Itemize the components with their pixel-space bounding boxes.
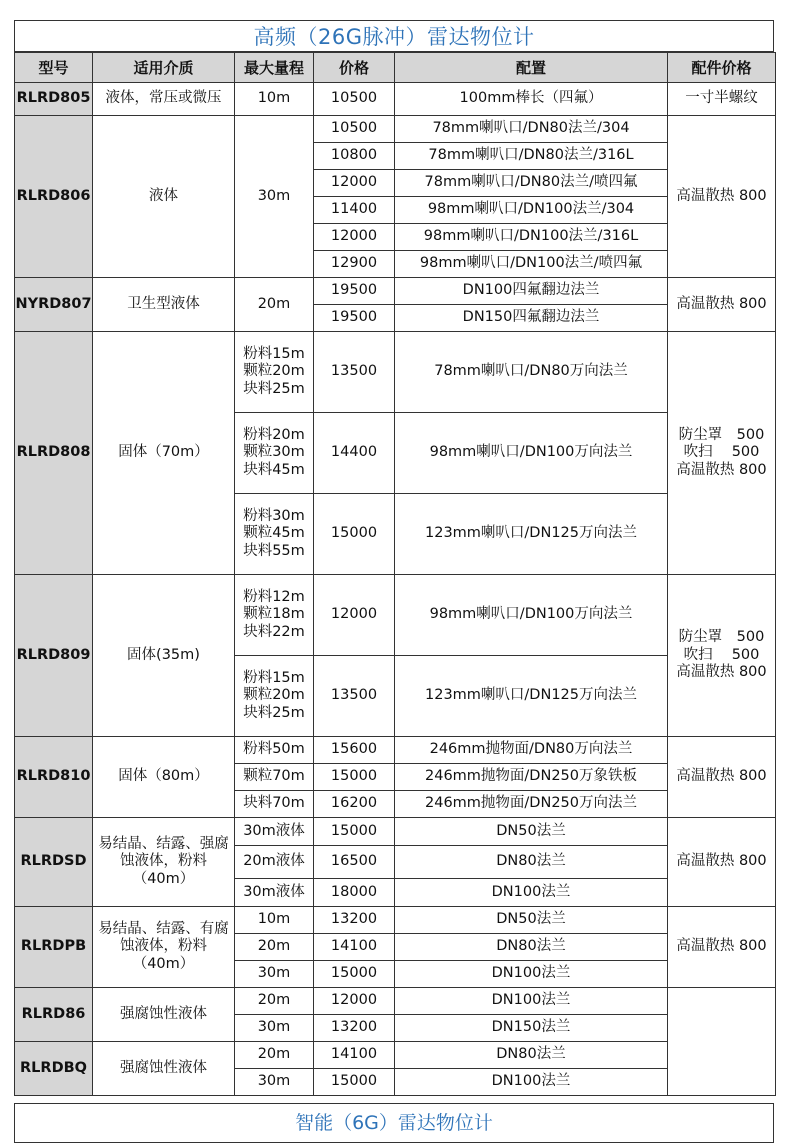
range-line: 块料45m — [243, 461, 305, 478]
range-cell: 20m — [235, 1042, 314, 1069]
range-cell: 10m — [235, 907, 314, 934]
model-cell: RLRD86 — [15, 988, 93, 1042]
config-cell: 123mm喇叭口/DN125万向法兰 — [395, 656, 668, 737]
header-model: 型号 — [15, 53, 93, 83]
next-table-title: 智能（6G）雷达物位计 — [295, 1112, 493, 1134]
medium-cell: 固体（80m） — [93, 737, 235, 818]
model-cell: RLRD808 — [15, 332, 93, 575]
range-cell: 20m — [235, 934, 314, 961]
model-cell: RLRDPB — [15, 907, 93, 988]
price-cell: 15000 — [314, 764, 395, 791]
price-cell: 14400 — [314, 413, 395, 494]
accessory-line: 吹扫 500 — [683, 646, 760, 663]
range-line: 颗粒30m — [243, 444, 305, 461]
range-line: 粉料20m — [243, 426, 305, 443]
range-cell: 30m — [235, 1015, 314, 1042]
accessory-cell — [668, 988, 776, 1096]
price-cell: 15600 — [314, 737, 395, 764]
table-row — [15, 818, 776, 846]
price-cell: 18000 — [314, 879, 395, 907]
range-line: 颗粒45m — [243, 525, 305, 542]
config-cell: 123mm喇叭口/DN125万向法兰 — [395, 494, 668, 575]
table-row — [15, 1042, 776, 1069]
range-cell — [235, 575, 314, 656]
range-line: 粉料15m — [243, 345, 305, 362]
medium-cell: 易结晶、结露、强腐蚀液体，粉料（40m） — [93, 818, 235, 907]
price-cell: 14100 — [314, 1042, 395, 1069]
header-price: 价格 — [314, 53, 395, 83]
price-cell: 15000 — [314, 494, 395, 575]
price-cell: 12000 — [314, 170, 395, 197]
range-cell — [235, 413, 314, 494]
accessory-cell: 高温散热 800 — [668, 278, 776, 332]
config-cell: 98mm喇叭口/DN100法兰/304 — [395, 197, 668, 224]
accessory-cell: 高温散热 800 — [668, 116, 776, 278]
price-cell: 15000 — [314, 961, 395, 988]
accessory-line: 吹扫 500 — [683, 444, 760, 461]
model-cell: RLRDBQ — [15, 1042, 93, 1096]
range-cell: 30m — [235, 116, 314, 278]
header-accessory: 配件价格 — [668, 53, 776, 83]
price-cell: 12000 — [314, 988, 395, 1015]
price-cell: 13500 — [314, 656, 395, 737]
price-cell: 14100 — [314, 934, 395, 961]
price-table — [14, 52, 776, 1096]
config-cell: DN100法兰 — [395, 961, 668, 988]
config-cell: 78mm喇叭口/DN80法兰/304 — [395, 116, 668, 143]
range-line: 块料25m — [243, 704, 305, 721]
config-cell: 98mm喇叭口/DN100万向法兰 — [395, 413, 668, 494]
model-cell: RLRDSD — [15, 818, 93, 907]
config-cell: DN100法兰 — [395, 1069, 668, 1096]
config-cell: DN100法兰 — [395, 988, 668, 1015]
medium-cell: 液体 — [93, 116, 235, 278]
accessory-line: 高温散热 800 — [676, 461, 767, 478]
config-cell: 246mm抛物面/DN80万向法兰 — [395, 737, 668, 764]
price-cell: 19500 — [314, 305, 395, 332]
price-cell: 12000 — [314, 224, 395, 251]
next-table-title-box — [14, 1103, 774, 1143]
accessory-line: 防尘罩 500 — [678, 629, 765, 646]
accessory-line: 防尘罩 500 — [678, 426, 765, 443]
accessory-cell — [668, 575, 776, 737]
table-title: 高频（26G脉冲）雷达物位计 — [253, 25, 535, 49]
config-cell: 78mm喇叭口/DN80法兰/316L — [395, 143, 668, 170]
config-cell: 98mm喇叭口/DN100法兰/316L — [395, 224, 668, 251]
price-cell: 19500 — [314, 278, 395, 305]
medium-cell: 固体（70m） — [93, 332, 235, 575]
config-cell: 78mm喇叭口/DN80万向法兰 — [395, 332, 668, 413]
price-cell: 12900 — [314, 251, 395, 278]
range-cell: 30m — [235, 961, 314, 988]
table-row — [15, 575, 776, 656]
header-medium: 适用介质 — [93, 53, 235, 83]
accessory-cell — [668, 332, 776, 575]
config-cell: 100mm棒长（四氟） — [395, 83, 668, 116]
table-title-box — [14, 20, 774, 52]
range-line: 颗粒18m — [243, 606, 305, 623]
range-line: 颗粒20m — [243, 363, 305, 380]
range-line: 粉料15m — [243, 669, 305, 686]
range-cell: 20m液体 — [235, 846, 314, 879]
model-cell: RLRD805 — [15, 83, 93, 116]
price-cell: 16200 — [314, 791, 395, 818]
accessory-cell: 高温散热 800 — [668, 818, 776, 907]
range-cell — [235, 332, 314, 413]
medium-cell: 易结晶、结露、有腐蚀液体，粉料（40m） — [93, 907, 235, 988]
header-row — [15, 53, 776, 83]
accessory-cell: 高温散热 800 — [668, 737, 776, 818]
range-cell: 颗粒70m — [235, 764, 314, 791]
price-cell: 10800 — [314, 143, 395, 170]
table-row — [15, 988, 776, 1015]
model-cell: RLRD809 — [15, 575, 93, 737]
medium-cell: 固体(35m) — [93, 575, 235, 737]
price-cell: 15000 — [314, 1069, 395, 1096]
config-cell: DN80法兰 — [395, 846, 668, 879]
table-row — [15, 332, 776, 413]
medium-cell: 液体，常压或微压 — [93, 83, 235, 116]
price-cell: 13200 — [314, 1015, 395, 1042]
config-cell: DN150四氟翻边法兰 — [395, 305, 668, 332]
config-cell: DN100法兰 — [395, 879, 668, 907]
header-config: 配置 — [395, 53, 668, 83]
accessory-line: 高温散热 800 — [676, 664, 767, 681]
config-cell: DN150法兰 — [395, 1015, 668, 1042]
config-cell: DN100四氟翻边法兰 — [395, 278, 668, 305]
table-row — [15, 907, 776, 934]
table-row — [15, 83, 776, 116]
model-cell: RLRD806 — [15, 116, 93, 278]
config-cell: 98mm喇叭口/DN100万向法兰 — [395, 575, 668, 656]
price-cell: 10500 — [314, 116, 395, 143]
config-cell: DN50法兰 — [395, 907, 668, 934]
config-cell: DN50法兰 — [395, 818, 668, 846]
medium-cell: 强腐蚀性液体 — [93, 988, 235, 1042]
config-cell: 246mm抛物面/DN250万向法兰 — [395, 791, 668, 818]
price-cell: 10500 — [314, 83, 395, 116]
range-line: 块料25m — [243, 380, 305, 397]
range-cell: 20m — [235, 278, 314, 332]
price-cell: 11400 — [314, 197, 395, 224]
config-cell: 98mm喇叭口/DN100法兰/喷四氟 — [395, 251, 668, 278]
price-cell: 12000 — [314, 575, 395, 656]
model-cell: NYRD807 — [15, 278, 93, 332]
range-cell: 30m液体 — [235, 879, 314, 907]
range-cell: 10m — [235, 83, 314, 116]
range-line: 粉料12m — [243, 588, 305, 605]
model-cell: RLRD810 — [15, 737, 93, 818]
range-cell — [235, 656, 314, 737]
medium-cell: 卫生型液体 — [93, 278, 235, 332]
table-row — [15, 278, 776, 305]
range-cell: 粉料50m — [235, 737, 314, 764]
table-row — [15, 116, 776, 143]
range-cell: 30m — [235, 1069, 314, 1096]
medium-cell: 强腐蚀性液体 — [93, 1042, 235, 1096]
config-cell: DN80法兰 — [395, 934, 668, 961]
range-line: 块料55m — [243, 542, 305, 559]
price-cell: 16500 — [314, 846, 395, 879]
price-cell: 13200 — [314, 907, 395, 934]
range-cell: 20m — [235, 988, 314, 1015]
range-cell: 块料70m — [235, 791, 314, 818]
range-cell — [235, 494, 314, 575]
header-range: 最大量程 — [235, 53, 314, 83]
range-line: 块料22m — [243, 623, 305, 640]
accessory-cell: 高温散热 800 — [668, 907, 776, 988]
range-line: 颗粒20m — [243, 687, 305, 704]
range-line: 粉料30m — [243, 507, 305, 524]
table-row — [15, 737, 776, 764]
price-cell: 15000 — [314, 818, 395, 846]
price-cell: 13500 — [314, 332, 395, 413]
range-cell: 30m液体 — [235, 818, 314, 846]
config-cell: 78mm喇叭口/DN80法兰/喷四氟 — [395, 170, 668, 197]
config-cell: DN80法兰 — [395, 1042, 668, 1069]
accessory-cell: 一寸半螺纹 — [668, 83, 776, 116]
config-cell: 246mm抛物面/DN250万象铁板 — [395, 764, 668, 791]
